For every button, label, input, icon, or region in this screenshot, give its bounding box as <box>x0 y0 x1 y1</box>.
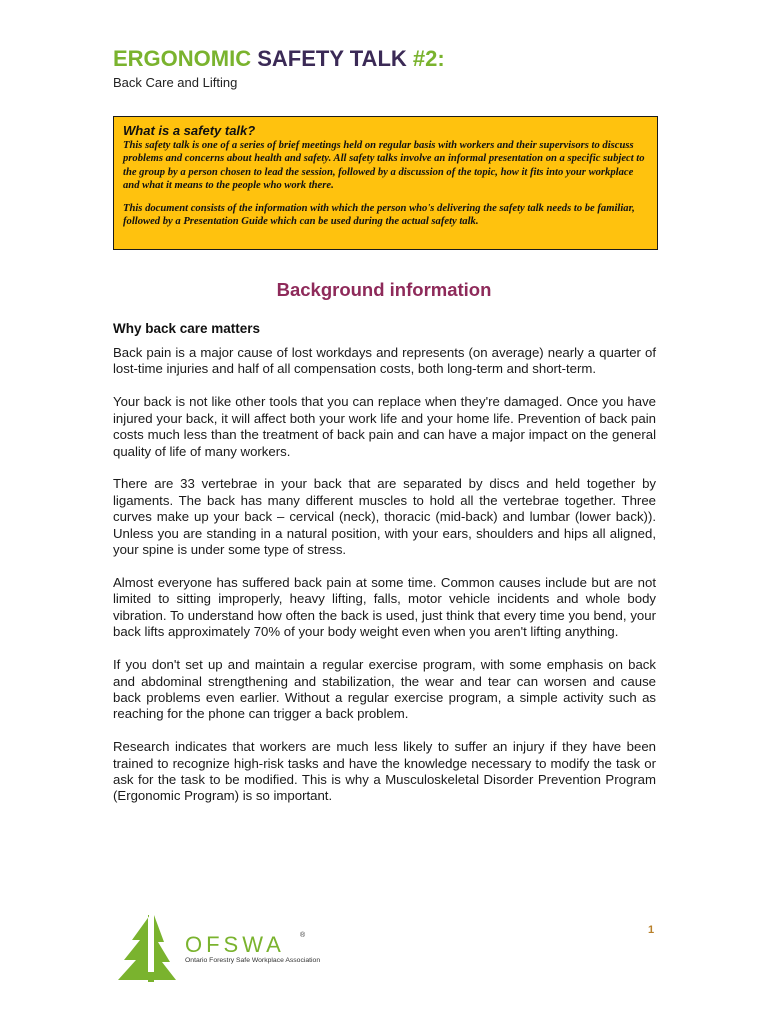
title-ergonomic: ERGONOMIC <box>113 46 252 71</box>
body-paragraph: Back pain is a major cause of lost workdays and represents (on average) nearly a quarter of lost-time injuries and half of all compensation costs, both long-term and short-term. <box>113 345 656 377</box>
document-title <box>113 46 445 72</box>
document-subtitle: Back Care and Lifting <box>113 75 238 90</box>
body-paragraph: Almost everyone has suffered back pain at some time. Common causes include but are not limited to sitting improperly, heavy lifting, falls, motor vehicle incidents and whole body vibration. To understand how often the back is used, just think that every time you bend, your back lifts approximately 70% of your body weight even when you aren't lifting anything. <box>113 574 656 640</box>
page-number: 1 <box>648 924 655 936</box>
callout-paragraph-1: This safety talk is one of a series of brief meetings held on regular basis with workers and their supervisors to discuss problems and concerns about health and safety. All safety talks involve an informal presentation on a specific subject to the group by a person chosen to lead the session, followed by a discussion of the topic, how it fits into your workplace and what it means to the people who work there. <box>123 140 645 192</box>
body-text <box>113 345 656 821</box>
logo-wordmark: OFSWA <box>185 932 285 957</box>
logo-tagline: Ontario Forestry Safe Workplace Association <box>185 957 321 964</box>
callout-heading: What is a safety talk? <box>123 123 256 138</box>
logo-registered-mark: ® <box>300 932 306 939</box>
ofswa-logo <box>110 912 350 982</box>
section-heading: Background information <box>276 279 492 300</box>
title-number: #2: <box>412 46 445 71</box>
body-paragraph: Research indicates that workers are much less likely to suffer an injury if they have been trained to recognize high-risk tasks and have the knowledge necessary to modify the task or ask for the task to be modified. This is why a Musculoskeletal Disorder Prevention Program (Ergonomic Program) is so important. <box>113 739 656 804</box>
callout-paragraph-2: This document consists of the information with which the person who's delivering the safety talk needs to be familiar, followed by a Presentation Guide which can be used during the actual safety talk. <box>123 202 635 228</box>
tree-icon <box>110 912 180 982</box>
body-paragraph: If you don't set up and maintain a regular exercise program, with some emphasis on back and abdominal strengthening and stabilization, the wear and tear can worsen and cause back problems even earlier. Without a regular exercise program, a simple activity such as reaching for the phone can trigger a back problem. <box>113 657 656 722</box>
title-safety-talk: SAFETY TALK <box>257 46 407 71</box>
body-paragraph: There are 33 vertebrae in your back that are separated by discs and held together by ligaments. The back has many different muscles to hold all the vertebrae together. Three curves make up your back – cervical (neck), thoracic (mid-back) and lumbar (lower back)). Unless you are standing in a natural position, with your ears, shoulders and hips all aligned, your spine is under some type of stress. <box>113 476 656 558</box>
section-subheading: Why back care matters <box>113 321 261 336</box>
safety-talk-callout-box <box>113 116 658 250</box>
body-paragraph: Your back is not like other tools that you can replace when they're damaged. Once you have injured your back, it will affect both your work life and your home life. Prevention of back pain costs much less than the treatment of back pain and can have a major impact on the general quality of life of many workers. <box>113 394 656 459</box>
